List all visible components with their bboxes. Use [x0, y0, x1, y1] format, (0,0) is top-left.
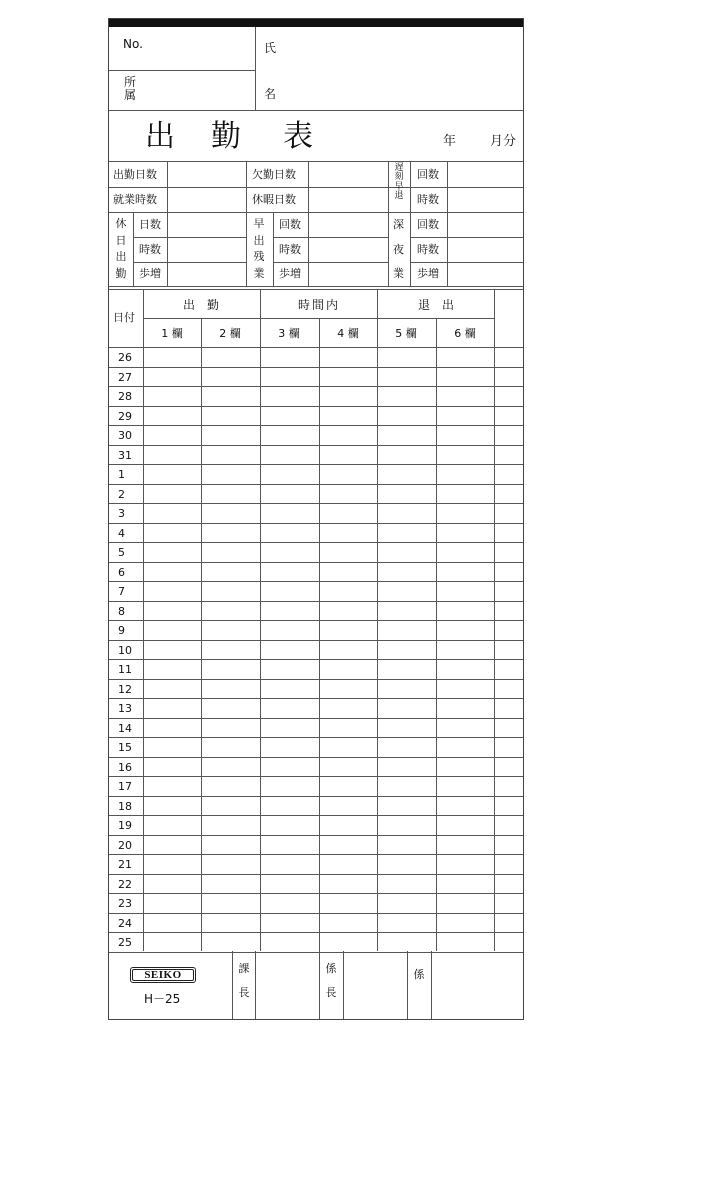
row-divider [109, 835, 523, 836]
divider [109, 212, 523, 213]
row-divider [109, 737, 523, 738]
row-divider [109, 464, 523, 465]
clerk-label: 係 [413, 968, 425, 981]
row-divider [109, 659, 523, 660]
early-overtime-label: 早出残業 [253, 217, 265, 280]
leave-days-label: 休暇日数 [252, 193, 296, 206]
divider [447, 161, 448, 286]
date-label: 8 [118, 604, 125, 618]
dept-label: 所属 [123, 75, 136, 103]
night-label-1: 深 [393, 218, 404, 231]
brand-logo [130, 967, 196, 983]
night-label-3: 業 [393, 267, 404, 280]
divider [410, 237, 523, 238]
night-hours-label: 時数 [417, 243, 439, 256]
night-label-2: 夜 [393, 243, 404, 256]
row-divider [109, 874, 523, 875]
night-count-label: 回数 [417, 218, 439, 231]
date-label: 21 [118, 858, 132, 871]
divider [273, 212, 274, 286]
row-divider [109, 913, 523, 914]
divider [167, 161, 168, 212]
model-number: H－25 [144, 992, 181, 1006]
row-divider [109, 406, 523, 407]
date-label: 4 [118, 526, 125, 540]
divider [273, 262, 388, 263]
divider [319, 318, 320, 951]
date-label: 13 [118, 702, 132, 715]
divider [109, 70, 255, 71]
date-label: 29 [118, 409, 132, 423]
date-label: 3 [118, 507, 125, 520]
title-char-2: 勤 [211, 119, 241, 154]
date-label: 23 [118, 897, 132, 910]
date-label: 17 [118, 780, 132, 793]
date-label: 25 [118, 936, 132, 949]
top-bar [109, 19, 523, 27]
date-label: 6 [118, 565, 125, 579]
holiday-hours-label: 時数 [139, 243, 161, 256]
column-header-6: 6 欄 [454, 327, 476, 340]
row-divider [109, 640, 523, 641]
divider [410, 262, 523, 263]
row-divider [109, 445, 523, 446]
row-divider [109, 776, 523, 777]
date-label: 15 [118, 741, 132, 754]
column-header-3: 3 欄 [278, 327, 300, 340]
holiday-days-label: 日数 [139, 218, 161, 231]
column-header-1: 1 欄 [161, 327, 183, 340]
divider [201, 318, 202, 951]
row-divider [109, 562, 523, 563]
group-header-departure: 退 出 [417, 298, 455, 312]
divider [407, 951, 408, 1019]
divider [109, 187, 523, 188]
divider [232, 951, 233, 1019]
divider [133, 262, 246, 263]
overtime-hours-label: 時数 [279, 243, 301, 256]
row-divider [109, 932, 523, 933]
row-divider [109, 620, 523, 621]
name-label-1: 氏 [264, 41, 277, 55]
divider [109, 161, 523, 162]
row-divider [109, 757, 523, 758]
date-label: 16 [118, 760, 132, 774]
date-label: 31 [118, 448, 132, 462]
date-label: 24 [118, 916, 132, 930]
column-header-4: 4 欄 [337, 327, 359, 340]
row-divider [109, 581, 523, 582]
date-label: 28 [118, 390, 132, 403]
attendance-card [108, 18, 524, 1020]
title-char-3: 表 [283, 119, 313, 154]
divider [308, 161, 309, 286]
divider [410, 161, 411, 286]
divider [133, 237, 246, 238]
group-header-arrival: 出 勤 [182, 298, 220, 312]
row-divider [109, 679, 523, 680]
date-label: 11 [118, 663, 132, 676]
late-hours-label: 時数 [417, 193, 439, 206]
title-char-1: 出 [145, 119, 175, 154]
month-label: 月分 [490, 134, 517, 149]
late-early-label: 遅刻早退 [394, 163, 404, 202]
date-label: 12 [118, 682, 132, 696]
divider [133, 212, 134, 286]
row-divider [109, 425, 523, 426]
divider [246, 161, 247, 286]
row-divider [109, 601, 523, 602]
row-divider [109, 718, 523, 719]
divider [388, 161, 389, 286]
date-label: 30 [118, 429, 132, 442]
date-label: 27 [118, 370, 132, 384]
row-divider [109, 503, 523, 504]
no-label: No. [123, 37, 143, 51]
date-label: 2 [118, 487, 125, 501]
date-label: 26 [118, 351, 132, 364]
date-label: 19 [118, 819, 132, 832]
date-header: 日付 [113, 311, 135, 324]
row-divider [109, 815, 523, 816]
row-divider [109, 523, 523, 524]
row-divider [109, 386, 523, 387]
row-divider [109, 796, 523, 797]
date-label: 9 [118, 624, 125, 637]
divider [109, 347, 523, 348]
section-chief-label: 課長 [238, 962, 250, 1000]
date-label: 7 [118, 585, 125, 598]
overtime-count-label: 回数 [279, 218, 301, 231]
night-premium-label: 歩増 [417, 267, 439, 280]
divider [431, 951, 432, 1019]
date-label: 22 [118, 877, 132, 891]
divider [343, 951, 344, 1019]
brand-logo-text: SEIKO [132, 969, 194, 981]
column-header-2: 2 欄 [219, 327, 241, 340]
absent-days-label: 欠勤日数 [252, 168, 296, 181]
row-divider [109, 952, 523, 953]
divider [255, 27, 256, 110]
row-divider [109, 893, 523, 894]
divider [436, 318, 437, 951]
date-label: 14 [118, 721, 132, 735]
date-label: 10 [118, 643, 132, 657]
overtime-premium-label: 歩増 [279, 267, 301, 280]
late-count-label: 回数 [417, 168, 439, 181]
column-header-5: 5 欄 [395, 327, 417, 340]
row-divider [109, 367, 523, 368]
row-divider [109, 698, 523, 699]
date-label: 20 [118, 838, 132, 852]
divider [109, 289, 523, 290]
divider [109, 286, 523, 287]
name-label-2: 名 [264, 87, 277, 101]
date-label: 18 [118, 799, 132, 813]
divider [273, 237, 388, 238]
row-divider [109, 484, 523, 485]
holiday-premium-label: 歩増 [139, 267, 161, 280]
date-label: 1 [118, 468, 125, 481]
row-divider [109, 542, 523, 543]
divider [167, 212, 168, 286]
work-days-label: 出勤日数 [113, 168, 157, 181]
working-hours-label: 就業時数 [113, 193, 157, 206]
subsection-chief-label: 係長 [325, 962, 337, 1000]
date-label: 5 [118, 546, 125, 559]
divider [319, 951, 320, 1019]
year-label: 年 [443, 134, 457, 149]
holiday-work-label: 休日出勤 [115, 217, 127, 280]
row-divider [109, 854, 523, 855]
divider [255, 951, 256, 1019]
group-header-regular: 時間内 [297, 298, 341, 312]
divider [109, 110, 523, 111]
